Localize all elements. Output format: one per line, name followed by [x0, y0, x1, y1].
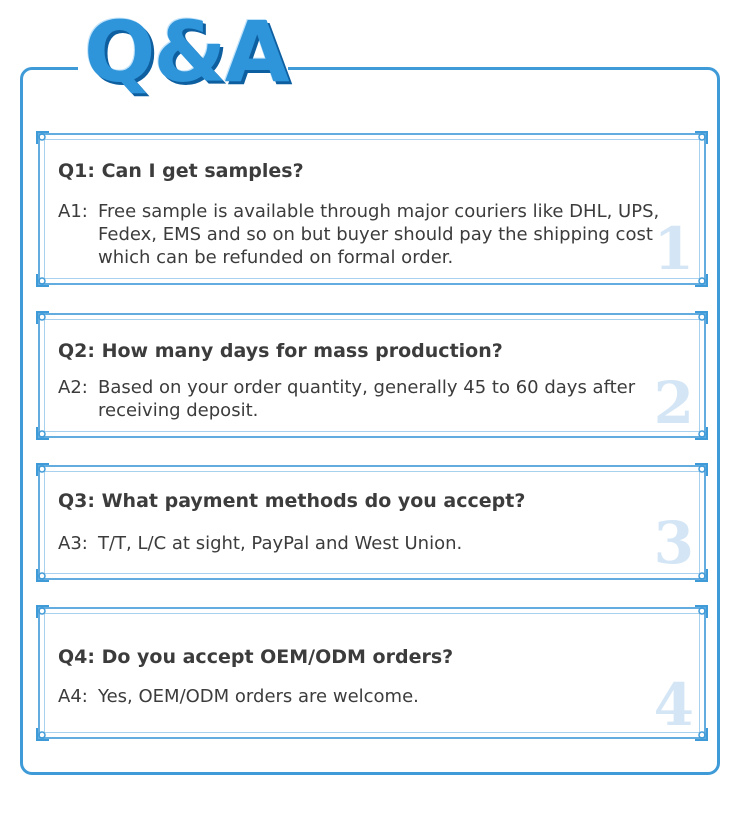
answer-body: Free sample is available through major couriers like DHL, UPS, Fedex, EMS and so on but buyer should pay the shipping cost which can be refunded on formal order. [98, 201, 660, 268]
question-text: Q3: What payment methods do you accept? [58, 490, 526, 512]
corner-ornament-icon [693, 130, 709, 146]
answer-body: Based on your order quantity, generally 45 to 60 days after receiving deposit. [98, 377, 636, 421]
corner-ornament-icon [35, 310, 51, 326]
answer-prefix: A2: [58, 377, 88, 398]
answer-body: T/T, L/C at sight, PayPal and West Union. [98, 533, 463, 554]
corner-ornament-icon [35, 425, 51, 441]
corner-ornament-icon [35, 567, 51, 583]
qa-item-3 [38, 465, 706, 580]
corner-ornament-icon [693, 567, 709, 583]
answer-prefix: A3: [58, 533, 88, 554]
question-text: Q4: Do you accept OEM/ODM orders? [58, 646, 454, 668]
qa-item-4 [38, 607, 706, 739]
qa-item-2 [38, 313, 706, 438]
corner-ornament-icon [35, 272, 51, 288]
answer-text [58, 200, 670, 269]
corner-ornament-icon [693, 272, 709, 288]
corner-ornament-icon [693, 604, 709, 620]
question-text: Q2: How many days for mass production? [58, 340, 503, 362]
item-number-watermark: 4 [653, 671, 694, 739]
corner-ornament-icon [693, 310, 709, 326]
qa-item-1 [38, 133, 706, 285]
corner-ornament-icon [35, 130, 51, 146]
answer-prefix: A4: [58, 686, 88, 707]
corner-ornament-icon [693, 462, 709, 478]
question-text: Q1: Can I get samples? [58, 160, 304, 182]
answer-body: Yes, OEM/ODM orders are welcome. [98, 686, 419, 707]
page-title: Q&A [84, 3, 288, 101]
answer-prefix: A1: [58, 201, 88, 222]
answer-text [58, 532, 670, 555]
answer-text [58, 376, 670, 422]
answer-text [58, 685, 670, 708]
item-number-watermark: 3 [653, 509, 694, 577]
corner-ornament-icon [35, 726, 51, 742]
corner-ornament-icon [693, 726, 709, 742]
qa-frame-inner [44, 471, 700, 577]
corner-ornament-icon [35, 462, 51, 478]
corner-ornament-icon [35, 604, 51, 620]
item-number-watermark: 2 [653, 369, 694, 437]
corner-ornament-icon [693, 425, 709, 441]
qa-frame-inner [44, 613, 700, 739]
item-number-watermark: 1 [653, 215, 694, 283]
